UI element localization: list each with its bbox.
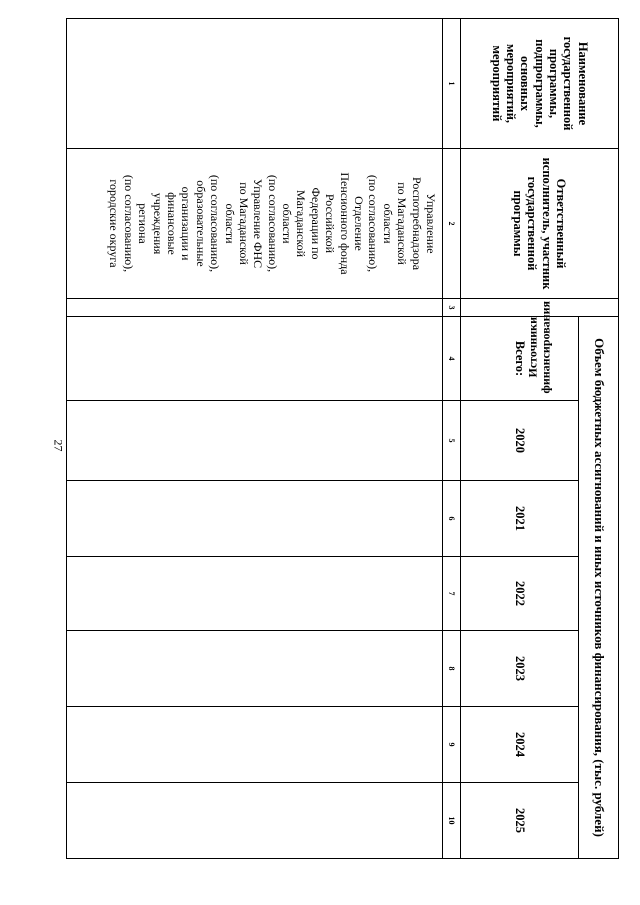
responsible-line: учреждения	[150, 192, 165, 255]
column-number: 5	[443, 401, 461, 481]
column-numbers-row	[443, 19, 461, 859]
cell-2022	[67, 557, 443, 631]
header-year-2025: 2025	[461, 783, 579, 859]
header-year-2023: 2023	[461, 631, 579, 707]
header-funding-volume: Объем бюджетных ассигнований и иных источников финансирования, (тыс. рублей)	[579, 317, 619, 859]
header-year-2022: 2022	[461, 557, 579, 631]
responsible-line: по Магаданской	[236, 182, 251, 265]
column-number: 4	[443, 317, 461, 401]
responsible-line: Пенсионного фонда	[337, 172, 352, 275]
header-year-2021: 2021	[461, 481, 579, 557]
column-number: 6	[443, 481, 461, 557]
cell-2023	[67, 631, 443, 707]
column-number: 3	[443, 299, 461, 317]
responsible-line: по Магаданской	[395, 182, 410, 265]
cell-2021	[67, 481, 443, 557]
table-row	[67, 19, 443, 859]
responsible-lines	[107, 151, 438, 296]
responsible-line: (по согласованию),	[121, 174, 136, 273]
column-number: 7	[443, 557, 461, 631]
responsible-line: (по согласованию),	[366, 174, 381, 273]
column-number: 1	[443, 19, 461, 149]
responsible-line: области	[380, 203, 395, 244]
column-number: 8	[443, 631, 461, 707]
cell-total	[67, 317, 443, 401]
header-year-2020: 2020	[461, 401, 579, 481]
cell-responsible	[67, 149, 443, 299]
header-funding-sources-label: Источники финансирования	[525, 301, 553, 394]
responsible-line: области	[222, 203, 237, 244]
responsible-line: Федерации по	[308, 187, 323, 260]
cell-program-name	[67, 19, 443, 149]
funding-table	[66, 18, 619, 859]
responsible-line: организации и	[179, 186, 194, 261]
responsible-line: Отделение	[352, 196, 367, 251]
responsible-line: региона	[136, 203, 151, 244]
responsible-line: (по согласованию),	[265, 174, 280, 273]
responsible-line: финансовые	[164, 192, 179, 255]
responsible-line: Управление	[424, 193, 438, 254]
cell-2024	[67, 707, 443, 783]
cell-2020	[67, 401, 443, 481]
responsible-line: образовательные	[193, 180, 208, 267]
responsible-line: Российской	[323, 193, 338, 254]
column-number: 2	[443, 149, 461, 299]
responsible-line: Магаданской	[294, 189, 309, 258]
column-number: 9	[443, 707, 461, 783]
page-number: 27	[51, 439, 66, 452]
cell-funding-source	[67, 299, 443, 317]
header-program-name: Наименование государственной программы, подпрограммы, основных мероприятий, мероприятий	[461, 19, 619, 149]
document-table-container	[66, 18, 619, 858]
header-responsible: Ответственный исполнитель, участник государственной программы	[461, 149, 619, 299]
rotated-table-layer	[66, 18, 619, 858]
responsible-line: городские округа	[107, 179, 122, 268]
header-year-2024: 2024	[461, 707, 579, 783]
header-year-total: Всего:	[461, 317, 579, 401]
column-number: 10	[443, 783, 461, 859]
responsible-line: Управление ФНС	[251, 178, 266, 269]
responsible-line: (по согласованию),	[208, 174, 223, 273]
cell-2025	[67, 783, 443, 859]
responsible-line: Роспотребнадзора	[409, 176, 424, 271]
responsible-line: области	[280, 203, 295, 244]
